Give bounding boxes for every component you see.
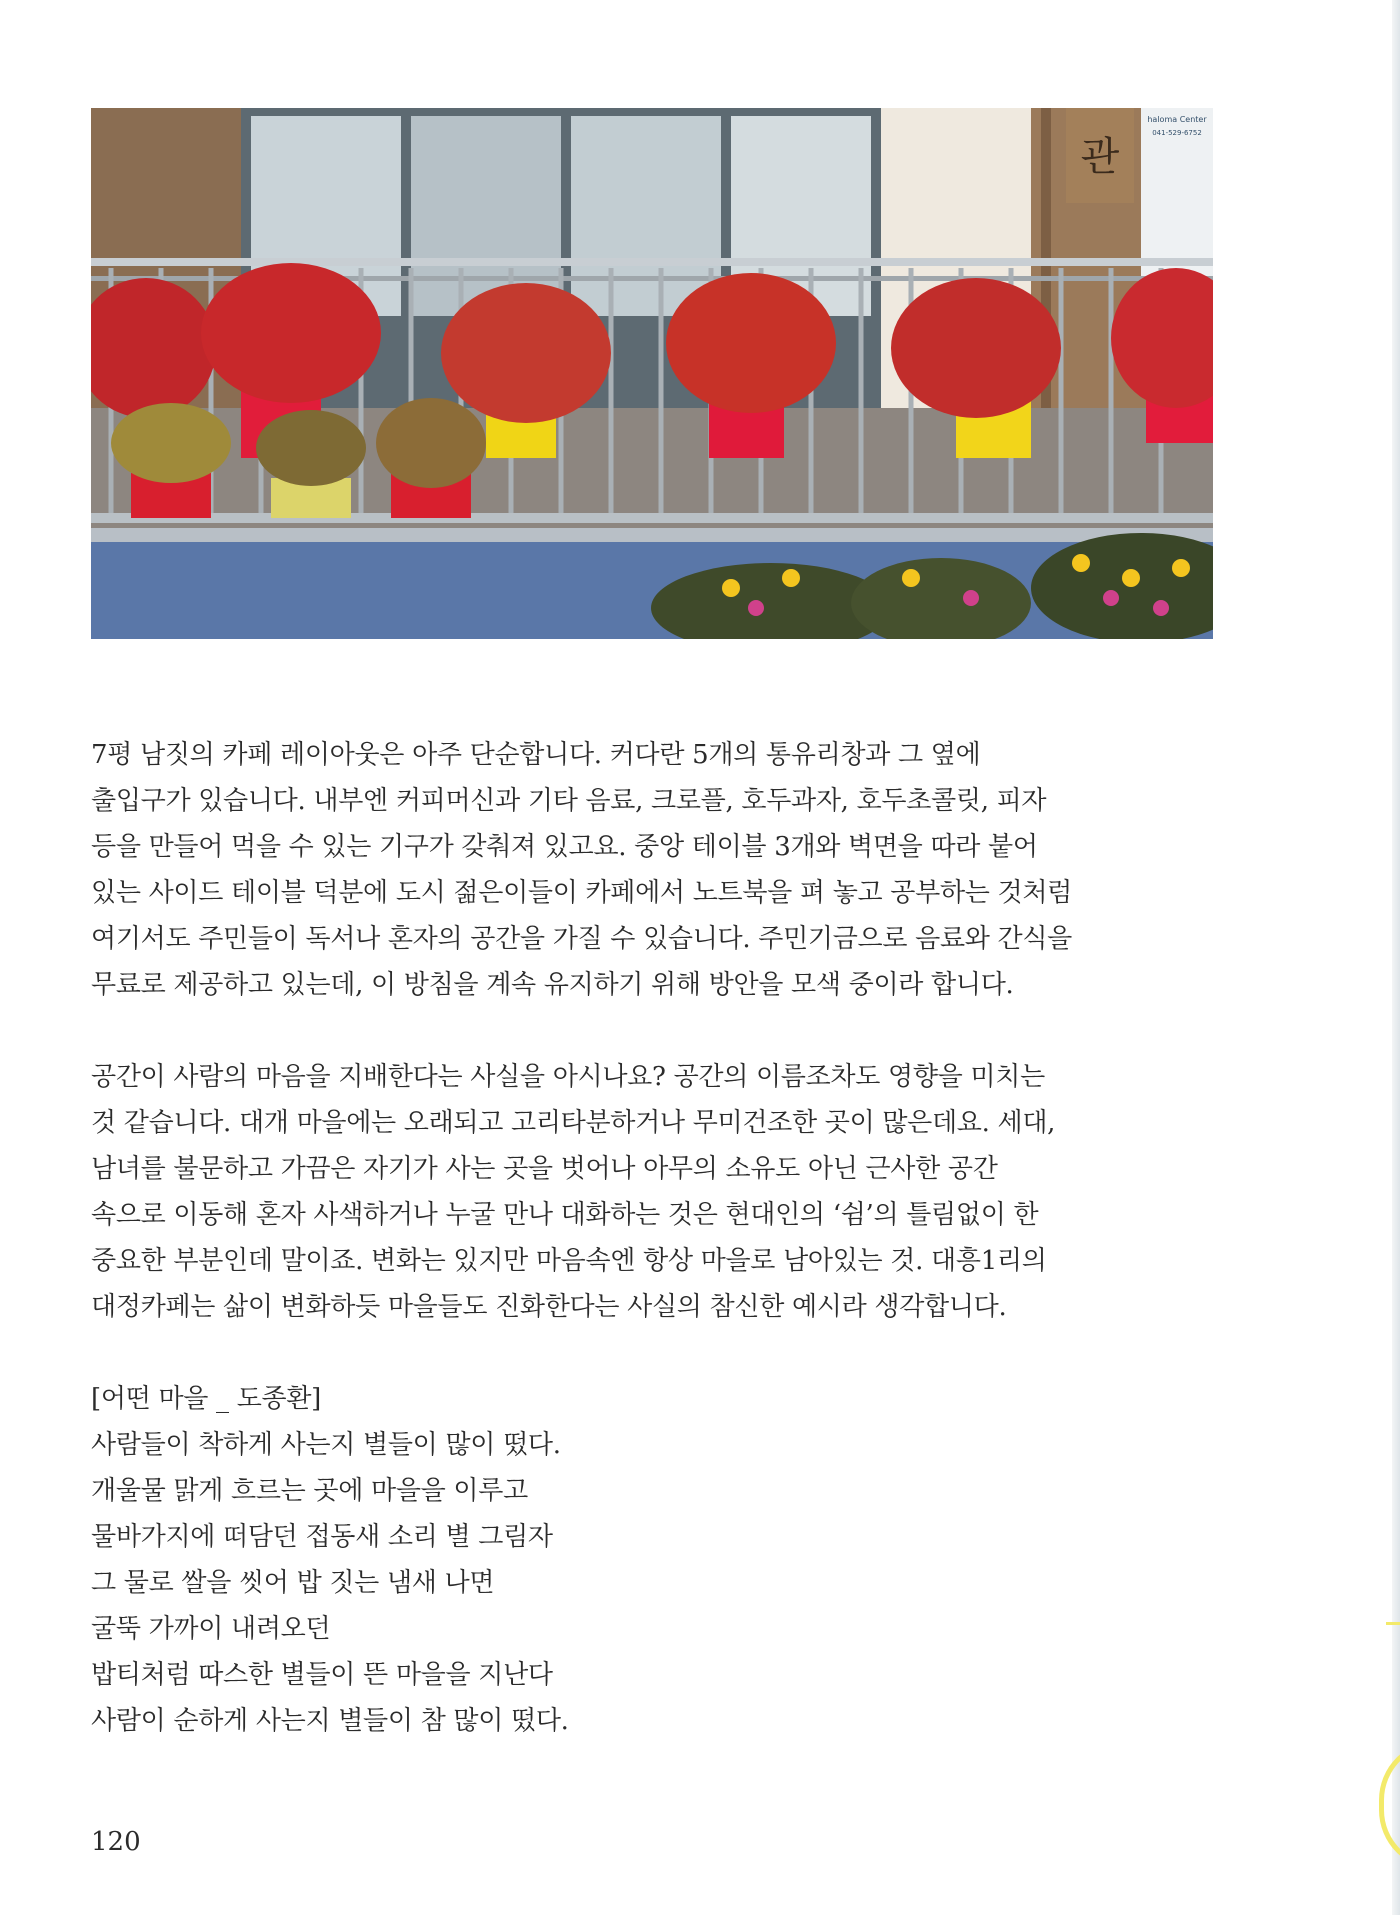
page-number: 120 (91, 1827, 141, 1857)
page-edge-strip (1392, 0, 1400, 1915)
text-line: 중요한 부분인데 말이죠. 변화는 있지만 마음속엔 항상 마을로 남아있는 것. 대흥1리의 (91, 1246, 1047, 1276)
sign-phone: 041-529-6752 (1152, 129, 1202, 137)
decorative-arc (1379, 1740, 1400, 1870)
poem-line: 물바가지에 떠담던 접동새 소리 별 그림자 (91, 1522, 553, 1552)
text-line: 출입구가 있습니다. 내부엔 커피머신과 기타 음료, 크로플, 호두과자, 호두초콜릿, 피자 (91, 786, 1047, 816)
text-line: 등을 만들어 먹을 수 있는 기구가 갖춰져 있고요. 중앙 테이블 3개와 벽면을 따라 붙어 (91, 832, 1038, 862)
poem-line: 사람들이 착하게 사는지 별들이 많이 떴다. (91, 1430, 561, 1460)
sign-small-text: haloma Center (1147, 115, 1207, 124)
text-line: 속으로 이동해 혼자 사색하거나 누굴 만나 대화하는 것은 현대인의 ‘쉼’의 틀림없이 한 (91, 1200, 1039, 1230)
poem-line: 굴뚝 가까이 내려오던 (91, 1614, 331, 1644)
text-line: 7평 남짓의 카페 레이아웃은 아주 단순합니다. 커다란 5개의 통유리창과 그 옆에 (91, 740, 981, 770)
poem-line: 밥티처럼 따스한 별들이 뜬 마을을 지난다 (91, 1660, 553, 1690)
poem (91, 1376, 1191, 1744)
poem-line: 사람이 순하게 사는지 별들이 참 많이 떴다. (91, 1706, 569, 1736)
text-line: 공간이 사람의 마음을 지배한다는 사실을 아시나요? 공간의 이름조차도 영향을 미치는 (91, 1062, 1045, 1092)
poem-line: 그 물로 쌀을 씻어 밥 짓는 냄새 나면 (91, 1568, 495, 1598)
text-line: 대정카페는 삶이 변화하듯 마을들도 진화한다는 사실의 참신한 예시라 생각합니다. (91, 1292, 1007, 1322)
paragraph-1 (91, 732, 1191, 1008)
text-line: 남녀를 불문하고 가끔은 자기가 사는 곳을 벗어나 아무의 소유도 아닌 근사한 공간 (91, 1154, 998, 1184)
paragraph-2 (91, 1054, 1191, 1330)
text-line: 것 같습니다. 대개 마을에는 오래되고 고리타분하거나 무미건조한 곳이 많은데요. 세대, (91, 1108, 1056, 1138)
decorative-tick (1386, 1622, 1400, 1625)
text-line: 있는 사이드 테이블 덕분에 도시 젊은이들이 카페에서 노트북을 펴 놓고 공부하는 것처럼 (91, 878, 1072, 908)
article-body (91, 732, 1191, 1744)
sign-text: 관 (1080, 134, 1120, 180)
cafe-photo (91, 108, 1213, 639)
text-line: 여기서도 주민들이 독서나 혼자의 공간을 가질 수 있습니다. 주민기금으로 음료와 간식을 (91, 924, 1072, 954)
poem-title: [어떤 마을 _ 도종환] (91, 1384, 321, 1414)
poem-line: 개울물 맑게 흐르는 곳에 마을을 이루고 (91, 1476, 528, 1506)
text-line: 무료로 제공하고 있는데, 이 방침을 계속 유지하기 위해 방안을 모색 중이라 합니다. (91, 970, 1014, 1000)
